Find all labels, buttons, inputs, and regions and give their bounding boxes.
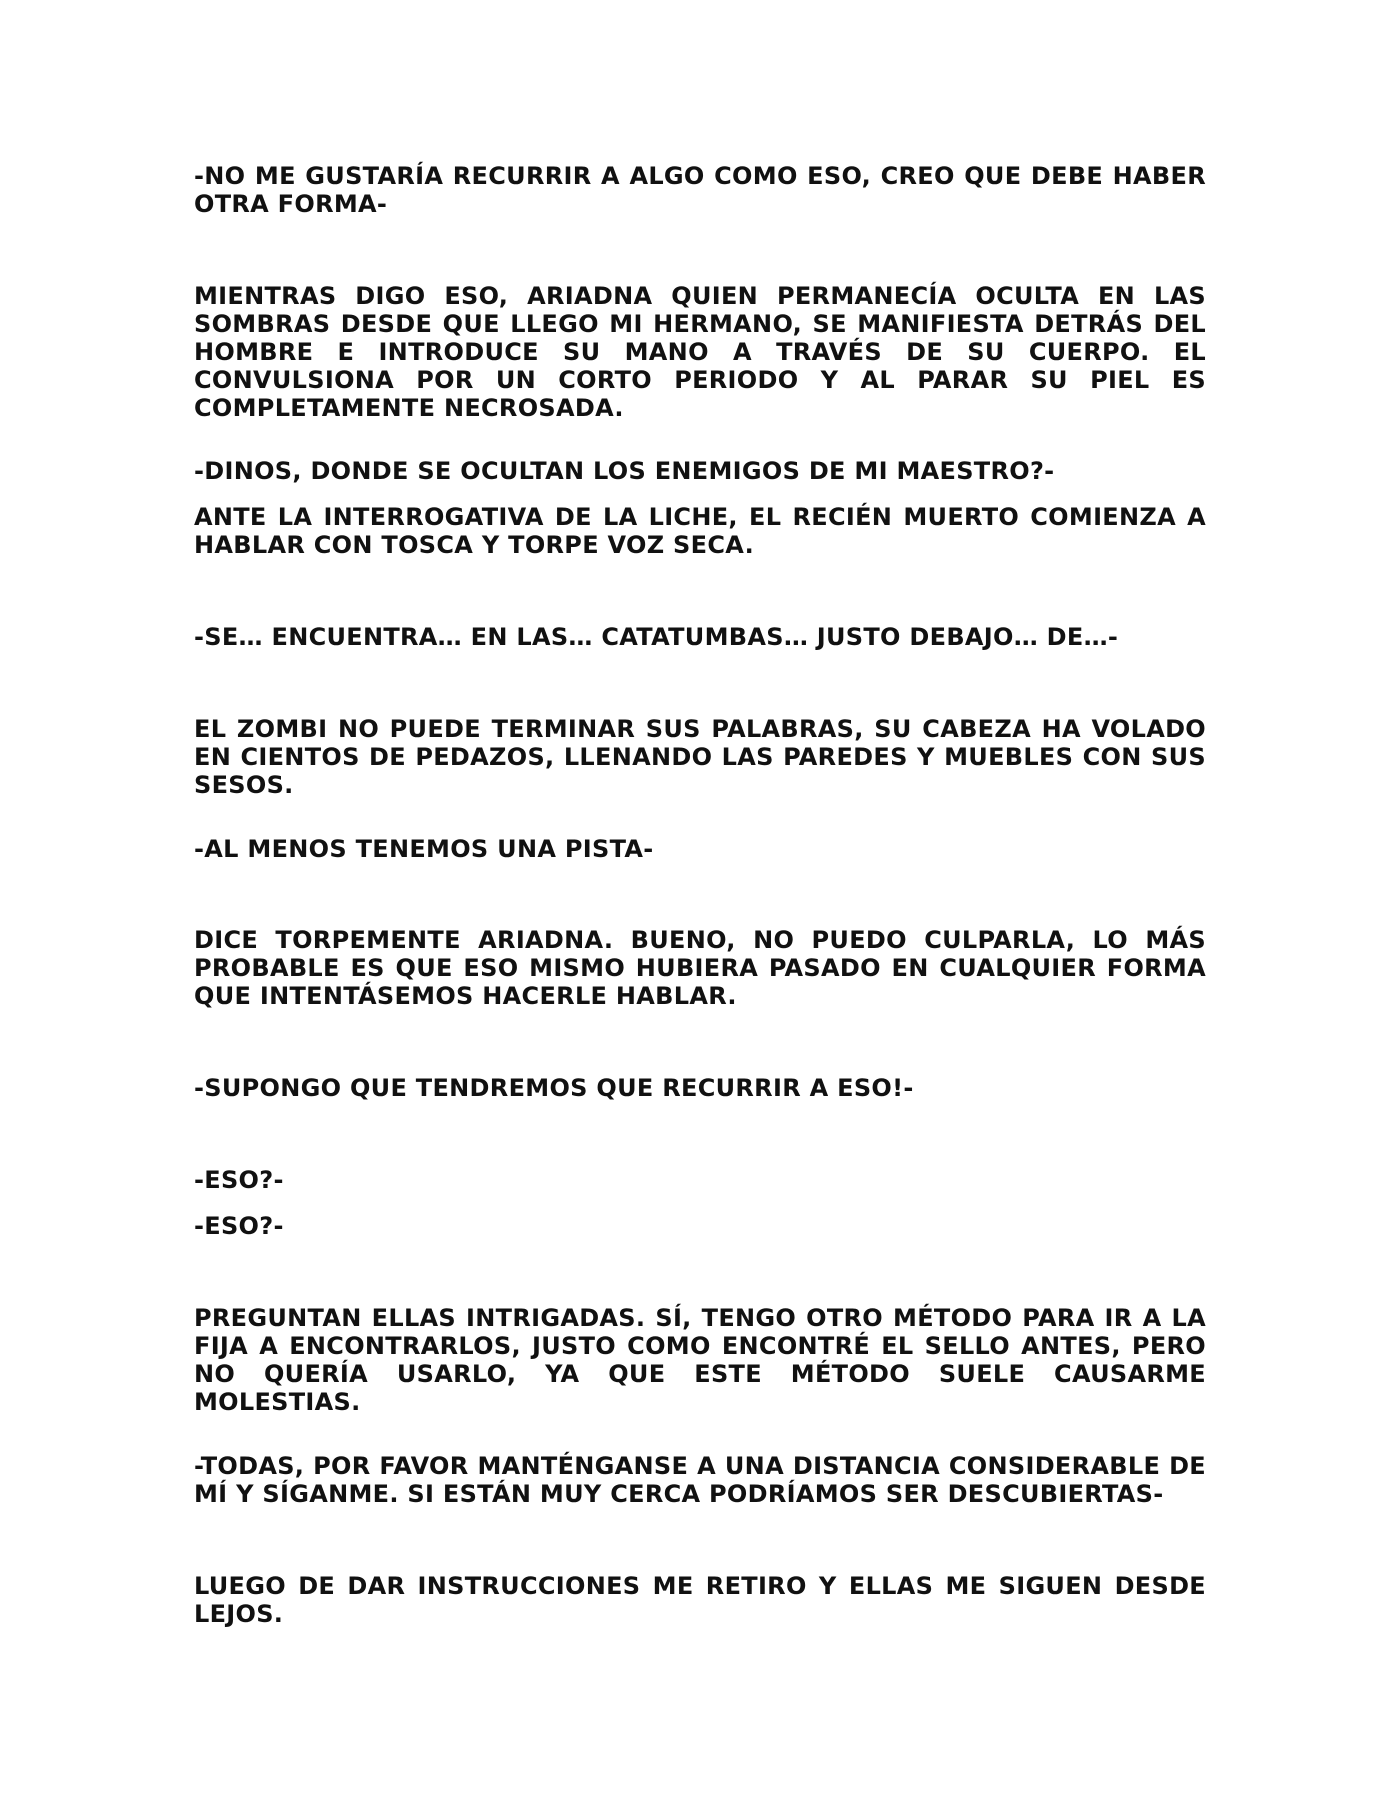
paragraph-5: -SE… ENCUENTRA… EN LAS… CATATUMBAS… JUSTO DEBAJO… DE…- [194, 623, 1119, 651]
paragraph-13: -TODAS, POR FAVOR MANTÉNGANSE A UNA DISTANCIA CONSIDERABLE DE MÍ Y SÍGANME. SI ESTÁN MUY CERCA PODRÍAMOS SER DESCUBIERTAS- [194, 1452, 1206, 1508]
paragraph-11: -ESO?- [194, 1212, 284, 1240]
paragraph-2: MIENTRAS DIGO ESO, ARIADNA QUIEN PERMANECÍA OCULTA EN LAS SOMBRAS DESDE QUE LLEGO MI HERMANO, SE MANIFIESTA DETRÁS DEL HOMBRE E INTRODUCE SU MANO A TRAVÉS DE SU CUERPO. EL CONVULSIONA POR UN CORTO PERIODO Y AL PARAR SU PIEL ES COMPLETAMENTE NECROSADA. [194, 282, 1206, 422]
paragraph-10: -ESO?- [194, 1166, 284, 1194]
paragraph-3: -DINOS, DONDE SE OCULTAN LOS ENEMIGOS DE MI MAESTRO?- [194, 457, 1055, 485]
paragraph-1: -NO ME GUSTARÍA RECURRIR A ALGO COMO ESO, CREO QUE DEBE HABER OTRA FORMA- [194, 162, 1206, 218]
paragraph-12: PREGUNTAN ELLAS INTRIGADAS. SÍ, TENGO OTRO MÉTODO PARA IR A LA FIJA A ENCONTRARLOS, JUSTO COMO ENCONTRÉ EL SELLO ANTES, PERO NO QUERÍA USARLO, YA QUE ESTE MÉTODO SUELE CAUSARME MOLESTIAS. [194, 1304, 1206, 1416]
paragraph-9: -SUPONGO QUE TENDREMOS QUE RECURRIR A ESO!- [194, 1074, 914, 1102]
paragraph-14: LUEGO DE DAR INSTRUCCIONES ME RETIRO Y ELLAS ME SIGUEN DESDE LEJOS. [194, 1572, 1206, 1628]
paragraph-6: EL ZOMBI NO PUEDE TERMINAR SUS PALABRAS, SU CABEZA HA VOLADO EN CIENTOS DE PEDAZOS, LLENANDO LAS PAREDES Y MUEBLES CON SUS SESOS. [194, 715, 1206, 799]
paragraph-4: ANTE LA INTERROGATIVA DE LA LICHE, EL RECIÉN MUERTO COMIENZA A HABLAR CON TOSCA Y TORPE VOZ SECA. [194, 503, 1206, 559]
paragraph-8: DICE TORPEMENTE ARIADNA. BUENO, NO PUEDO CULPARLA, LO MÁS PROBABLE ES QUE ESO MISMO HUBIERA PASADO EN CUALQUIER FORMA QUE INTENTÁSEMOS HACERLE HABLAR. [194, 926, 1206, 1010]
paragraph-7: -AL MENOS TENEMOS UNA PISTA- [194, 835, 654, 863]
